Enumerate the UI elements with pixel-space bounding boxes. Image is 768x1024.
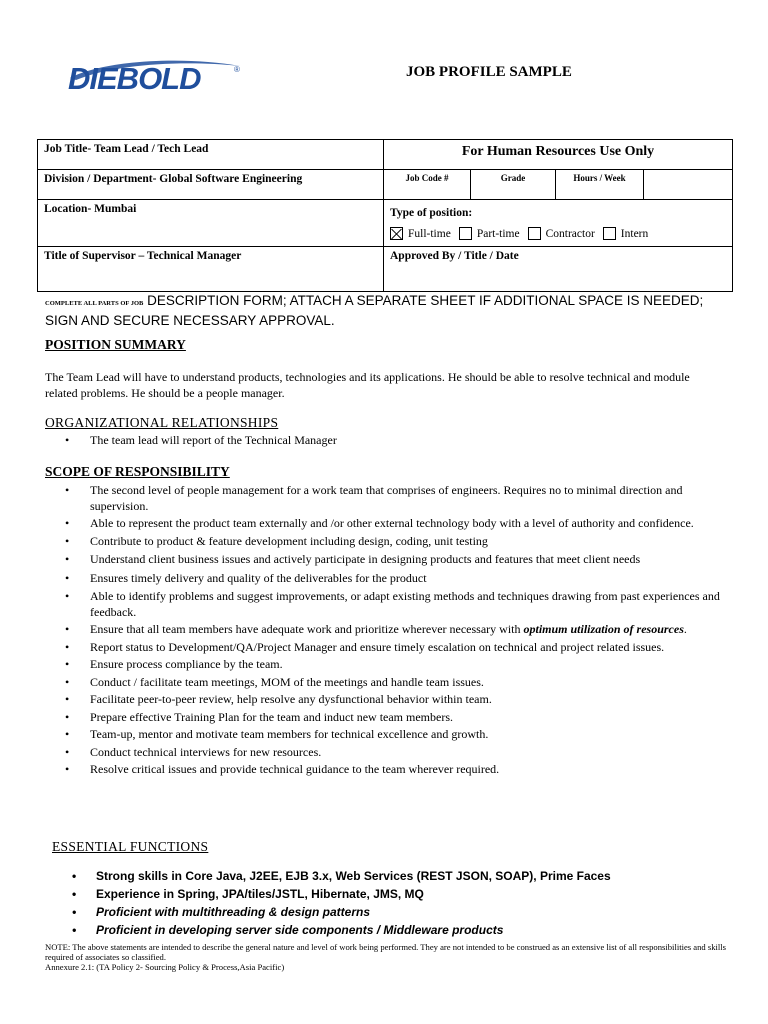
instructions-large: DESCRIPTION FORM; ATTACH A SEPARATE SHEET IF ADDITIONAL SPACE IS NEEDED; SIGN AND SECURE NECESSARY APPROVAL. <box>45 293 704 328</box>
list-item: • Able to identify problems and suggest improvements, or adapt existing methods and techniques drawing from past experiences and feedback. <box>45 589 725 620</box>
list-item: • Experience in Spring, JPA/tiles/JSTL, Hibernate, JMS, MQ <box>45 885 725 903</box>
division-cell: Division / Department- Global Software Engineering <box>38 170 384 200</box>
supervisor-cell: Title of Supervisor – Technical Manager <box>38 246 384 291</box>
scope-item-text: Ensure that all team members have adequate work and prioritize wherever necessary with <box>90 622 521 636</box>
hr-use-heading: For Human Resources Use Only <box>384 140 733 170</box>
list-item <box>45 622 725 638</box>
list-item: • The second level of people management for a work team that comprises of engineers. Requires no to minimal direction and supervision. <box>45 483 725 514</box>
job-title-cell: Job Title- Team Lead / Tech Lead <box>38 140 384 170</box>
list-item: • Proficient with multithreading & design patterns <box>45 903 725 921</box>
position-type-label: Type of position: <box>390 207 473 220</box>
list-item: • The team lead will report of the Technical Manager <box>45 433 725 449</box>
approved-by-cell: Approved By / Title / Date <box>384 246 733 291</box>
essential-functions-heading: ESSENTIAL FUNCTIONS <box>52 839 209 854</box>
form-instructions <box>45 292 725 329</box>
full-time-label: Full-time <box>408 227 451 240</box>
note-text: NOTE: The above statements are intended to describe the general nature and level of work being performed. They are not intended to be construed as an extensive list of all responsibilities and skills required of associates so classified. <box>45 942 727 962</box>
contractor-label: Contractor <box>545 227 595 240</box>
intern-checkbox[interactable] <box>603 227 616 240</box>
document-title: JOB PROFILE SAMPLE <box>406 64 572 80</box>
list-item: • Prepare effective Training Plan for the team and induct new team members. <box>45 710 725 726</box>
list-item: • Understand client business issues and actively participate in designing products and features that meet client needs <box>45 552 725 568</box>
job-info-table <box>37 139 733 292</box>
part-time-checkbox[interactable] <box>459 227 472 240</box>
list-item: • Ensure process compliance by the team. <box>45 657 725 673</box>
hr-fields-row <box>384 170 733 200</box>
list-item: • Able to represent the product team externally and /or other external technology body with a level of authority and confidence. <box>45 516 725 532</box>
location-cell: Location- Mumbai <box>38 200 384 246</box>
org-relationships-heading: ORGANIZATIONAL RELATIONSHIPS <box>45 415 279 430</box>
list-item: • Conduct / facilitate team meetings, MOM of the meetings and handle team issues. <box>45 675 725 691</box>
scope-list <box>45 483 725 778</box>
org-relationships-list <box>45 433 725 449</box>
full-time-checkbox[interactable] <box>390 227 403 240</box>
intern-label: Intern <box>620 227 649 240</box>
list-item: • Resolve critical issues and provide technical guidance to the team wherever required. <box>45 762 725 778</box>
list-item: • Team-up, mentor and motivate team members for technical excellence and growth. <box>45 727 725 743</box>
scope-emphasis: optimum utilization of resources <box>523 622 684 636</box>
footer-note <box>45 942 735 972</box>
scope-heading: SCOPE OF RESPONSIBILITY <box>45 464 230 479</box>
list-item: • Contribute to product & feature development including design, coding, unit testing <box>45 534 725 550</box>
part-time-label: Part-time <box>476 227 520 240</box>
diebold-logo <box>64 56 246 96</box>
hr-blank-field[interactable] <box>644 170 732 199</box>
hours-week-field[interactable]: Hours / Week <box>556 170 644 199</box>
list-item: • Proficient in developing server side components / Middleware products <box>45 921 725 939</box>
list-item: • Conduct technical interviews for new resources. <box>45 745 725 761</box>
instructions-small: COMPLETE ALL PARTS OF JOB <box>45 300 144 307</box>
list-item: • Ensures timely delivery and quality of the deliverables for the product <box>45 571 725 587</box>
grade-field[interactable]: Grade <box>471 170 556 199</box>
list-item: • Facilitate peer-to-peer review, help resolve any dysfunctional behavior within team. <box>45 692 725 708</box>
annexure-text: Annexure 2.1: (TA Policy 2- Sourcing Policy & Process,Asia Pacific) <box>45 962 285 972</box>
essential-functions-list <box>45 867 725 939</box>
position-summary-heading: POSITION SUMMARY <box>45 337 186 352</box>
position-summary-text: The Team Lead will have to understand products, technologies and its applications. He should be able to resolve technical and module related problems. He should be a people manager. <box>45 370 690 400</box>
position-type-cell <box>384 200 733 246</box>
scope-emphasis-tail: . <box>683 622 687 636</box>
position-type-options <box>390 227 726 240</box>
list-item: • Report status to Development/QA/Project Manager and ensure timely escalation on technical and project related issues. <box>45 640 725 656</box>
logo-registered-mark: ® <box>234 65 240 74</box>
logo-text: DIEBOLD <box>68 61 201 96</box>
contractor-checkbox[interactable] <box>528 227 541 240</box>
job-code-field[interactable]: Job Code # <box>384 170 471 199</box>
list-item: • Strong skills in Core Java, J2EE, EJB 3.x, Web Services (REST JSON, SOAP), Prime Faces <box>45 867 725 885</box>
